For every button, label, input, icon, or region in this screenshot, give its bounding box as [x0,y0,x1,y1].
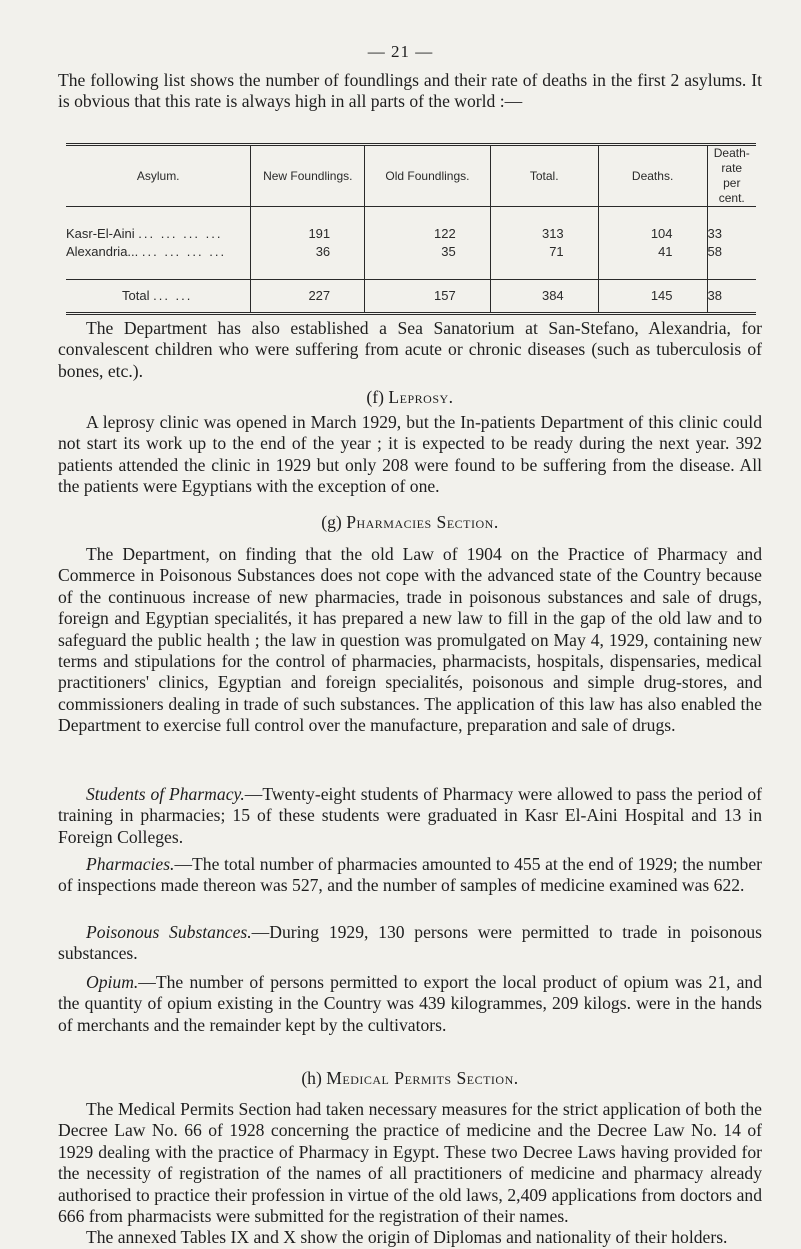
deaths-cell: 41 [598,243,707,261]
students-text: —Twenty-eight students of Pharmacy were allowed to pass the period of training in pharmacies; 15 of these students were graduated in Kasr El-Aini Hospital and 13 in Foreign Colleges. [58,784,763,847]
pharmacies-label: Pharmacies. [86,854,175,874]
section-marker: (f) [366,387,384,407]
sanatorium-text: The Department has also established a Sea Sanatorium at San-Stefano, Alexandria, for convalescent children who were suffering from acute or chronic diseases (such as tuberculosis of bones, etc.). [58,318,762,381]
section-marker: (g) [321,512,342,532]
deaths-cell: 104 [598,225,707,243]
intro-paragraph [58,70,762,113]
header-asylum: Asylum. [66,146,251,207]
rate-cell: 33 [707,225,756,243]
header-deaths: Deaths. [598,146,707,207]
page-number: — 21 — [367,42,434,61]
section-heading-medical-permits [58,1068,762,1089]
header-old-foundlings: Old Foundlings. [365,146,491,207]
table-row [66,243,756,261]
poisonous-label: Poisonous Substances. [86,922,252,942]
new-cell: 191 [251,225,365,243]
asylum-cell: Kasr-El-Aini ... ... ... ... [66,226,223,241]
total-cell: 71 [490,243,598,261]
sanatorium-paragraph [58,318,762,382]
header-death-rate: Death-rate per cent. [707,146,756,207]
total-deaths-cell: 145 [598,280,707,313]
table-total-row [66,280,756,313]
section-title: Leprosy. [388,387,454,407]
medical-permits-text: The Medical Permits Section had taken necessary measures for the strict application of both the Decree Law No. 66 of 1928 concerning the practice of medicine and the Decree Law No. 14 of 1929 dealing with the practice of Pharmacy in Egypt. These two Decree Laws having provided for the necessity of registration of the names of all practitioners of medicine and pharmacy already authorised to practice their profession in virtue of the old laws, 2,409 applications from doctors and 666 from pharmacists were submitted for the registration of their names. [58,1099,762,1227]
poisonous-text: —During 1929, 130 persons were permitted to trade in poisonous substances. [58,922,762,964]
leprosy-paragraph [58,412,762,498]
header-new-foundlings: New Foundlings. [251,146,365,207]
total-label: Total ... ... [66,280,251,313]
table-spacer-row [66,207,756,226]
total-total-cell: 384 [490,280,598,313]
total-cell: 313 [490,225,598,243]
old-cell: 122 [365,225,491,243]
leprosy-text: A leprosy clinic was opened in March 1929, but the In-patients Department of this clinic could not start its work up to the end of the year ; it is expected to be ready during the next year. 392 patients attended the clinic in 1929 but only 208 were found to be suffering from the disease. All the patients were Egyptians with the exception of one. [58,412,762,497]
section-title: Pharmacies Section. [346,512,499,532]
header-total: Total. [490,146,598,207]
opium-paragraph [58,972,762,1036]
table-spacer-row [66,261,756,280]
total-new-cell: 227 [251,280,365,313]
total-rate-cell: 38 [707,280,756,313]
section-heading-leprosy [58,387,762,408]
rate-cell: 58 [707,243,756,261]
students-label: Students of Pharmacy. [86,784,245,804]
opium-label: Opium. [86,972,139,992]
table-header-row [66,146,756,207]
pharmacies-count-paragraph [58,854,762,897]
opium-text: —The number of persons permitted to export the local product of opium was 21, and the quantity of opium existing in the Country was 439 kilogrammes, 209 kilogs. were in the hands of merchants and the remainder kept by the cultivators. [58,972,762,1035]
new-cell: 36 [251,243,365,261]
students-paragraph [58,784,762,848]
total-old-cell: 157 [365,280,491,313]
annexed-tables-text: The annexed Tables IX and X show the origin of Diplomas and nationality of their holders. [86,1227,728,1248]
poisonous-paragraph [58,922,762,965]
medical-permits-paragraph [58,1099,762,1249]
pharmacies-text: The Department, on finding that the old Law of 1904 on the Practice of Pharmacy and Commerce in Poisonous Substances does not cope with the advanced state of the Country because of the continuous increase of new pharmacies, trade in poisonous substances and sale of drugs, foreign and Egyptian specialités, it has prepared a new law to fill in the gap of the old law and to safeguard the public health ; the law in question was promulgated on May 4, 1929, containing new terms and stipulations for the control of pharmacies, pharmacists, hospitals, dispensaries, medical practitioners' clinics, Egyptian and foreign specialités, poisonous and simple drug-stores, and commissioners dealing in trade of such substances. The application of this law has also enabled the Department to exercise full control over the manufacture, preparation and sale of drugs. [58,544,762,736]
section-heading-pharmacies [58,512,762,533]
section-title: Medical Permits Section. [326,1068,519,1088]
old-cell: 35 [365,243,491,261]
section-marker: (h) [301,1068,322,1088]
asylum-cell: Alexandria... ... ... ... ... [66,244,227,259]
table-row [66,225,756,243]
pharmacies-count-text: —The total number of pharmacies amounted to 455 at the end of 1929; the number of inspections made thereon was 527, and the number of samples of medicine examined was 622. [58,854,762,896]
intro-text: The following list shows the number of foundlings and their rate of deaths in the first 2 asylums. It is obvious that this rate is always high in all parts of the world :— [58,70,762,112]
foundlings-table [66,143,756,315]
pharmacies-paragraph [58,544,762,737]
